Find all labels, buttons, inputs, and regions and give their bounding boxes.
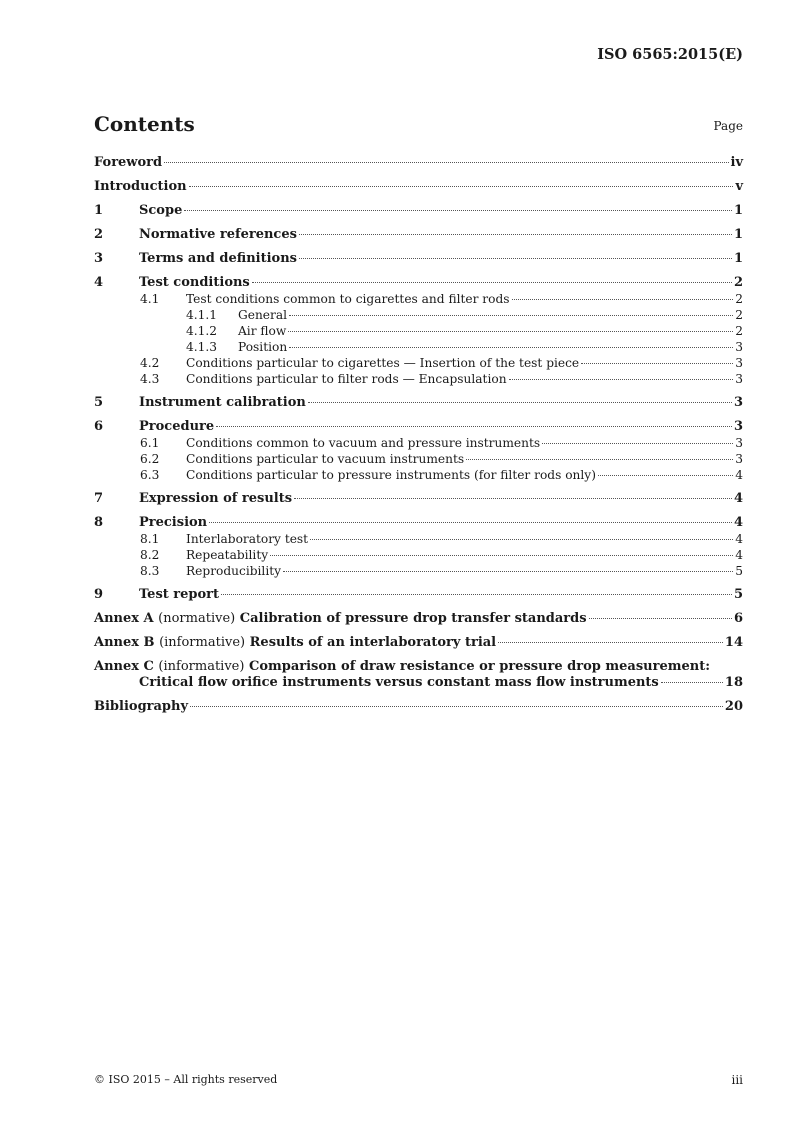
dot-leader bbox=[209, 522, 732, 523]
toc-entry-number: 6.3 bbox=[140, 468, 160, 482]
toc-entry-page: 14 bbox=[724, 635, 743, 650]
toc-entry-number: 4.2 bbox=[140, 356, 160, 370]
toc-entry-4-2[interactable] bbox=[94, 355, 743, 371]
dot-leader bbox=[542, 443, 733, 444]
toc-entry-number: 4 bbox=[94, 275, 104, 290]
toc-entry-page: 5 bbox=[733, 587, 743, 602]
toc-entry-page: 1 bbox=[733, 203, 743, 218]
toc-entry-title: Bibliography bbox=[94, 699, 189, 714]
toc-entry-page: 1 bbox=[733, 251, 743, 266]
toc-entry-number: 2 bbox=[94, 227, 104, 242]
contents-title: Contents bbox=[94, 112, 195, 136]
toc-entry-page: 2 bbox=[735, 292, 743, 306]
annex-type: (informative) bbox=[158, 659, 245, 674]
toc-entry-title: Precision bbox=[139, 515, 208, 530]
toc-entry-number: 1 bbox=[94, 203, 104, 218]
dot-leader bbox=[589, 618, 732, 619]
toc-entry-title: General bbox=[238, 308, 287, 322]
toc-entry-page: 5 bbox=[735, 564, 743, 578]
toc-entry-number: 8.1 bbox=[140, 532, 160, 546]
toc-entry-8-1[interactable] bbox=[94, 531, 743, 547]
toc-entry-page: 3 bbox=[735, 356, 743, 370]
toc-entry-page: 4 bbox=[733, 491, 743, 506]
toc-entry-6-1[interactable] bbox=[94, 435, 743, 451]
toc-entry-4[interactable] bbox=[94, 275, 743, 291]
dot-leader bbox=[299, 258, 732, 259]
dot-leader bbox=[512, 299, 734, 300]
toc-entry-4-1-3[interactable] bbox=[94, 339, 743, 355]
toc-entry-page: 1 bbox=[733, 227, 743, 242]
dot-leader bbox=[289, 315, 733, 316]
document-id: ISO 6565:2015(E) bbox=[597, 46, 743, 63]
toc-entry-page: 18 bbox=[724, 675, 743, 690]
dot-leader bbox=[283, 571, 733, 572]
annex-title-continued: Critical flow orifice instruments versus constant mass flow instruments bbox=[139, 675, 659, 690]
toc-entry-title: Reproducibility bbox=[186, 564, 282, 578]
dot-leader bbox=[509, 379, 734, 380]
toc-entry-2[interactable] bbox=[94, 227, 743, 243]
toc-entry-number: 3 bbox=[94, 251, 104, 266]
toc-entry-8-3[interactable] bbox=[94, 563, 743, 579]
toc-entry-page: 3 bbox=[735, 372, 743, 386]
toc-entry-number: 6 bbox=[94, 419, 104, 434]
toc-entry-title: Position bbox=[238, 340, 288, 354]
dot-leader bbox=[598, 475, 733, 476]
toc-entry-6-3[interactable] bbox=[94, 467, 743, 483]
toc-entry-4-1[interactable] bbox=[94, 291, 743, 307]
dot-leader bbox=[189, 186, 734, 187]
toc-entry-page: 4 bbox=[733, 515, 743, 530]
dot-leader bbox=[270, 555, 733, 556]
toc-entry-page: 3 bbox=[733, 395, 743, 410]
dot-leader bbox=[288, 331, 733, 332]
toc-entry-title: Terms and definitions bbox=[139, 251, 297, 266]
toc-entry-9[interactable] bbox=[94, 587, 743, 603]
dot-leader bbox=[289, 347, 733, 348]
dot-leader bbox=[184, 210, 732, 211]
toc-entry-number: 6.2 bbox=[140, 452, 160, 466]
toc-entry-title: Expression of results bbox=[139, 491, 293, 506]
toc-entry-page: 3 bbox=[735, 452, 743, 466]
footer-page-number: iii bbox=[731, 1073, 743, 1087]
toc-entry-title: Instrument calibration bbox=[139, 395, 306, 410]
toc-entry-bibliography[interactable] bbox=[94, 699, 743, 715]
toc-entry-page: 6 bbox=[733, 611, 743, 626]
toc-entry-foreword[interactable] bbox=[94, 155, 743, 171]
toc-entry-title: Repeatability bbox=[186, 548, 269, 562]
toc-entry-page: 4 bbox=[735, 468, 743, 482]
toc-entry-title bbox=[94, 659, 710, 675]
toc-entry-7[interactable] bbox=[94, 491, 743, 507]
toc-entry-page: 2 bbox=[735, 324, 743, 338]
dot-leader bbox=[581, 363, 733, 364]
toc-entry-number: 8.3 bbox=[140, 564, 160, 578]
toc-entry-title: Conditions particular to cigarettes — Insertion of the test piece bbox=[186, 356, 580, 370]
toc-entry-title: Conditions particular to filter rods — Encapsulation bbox=[186, 372, 507, 386]
toc-entry-6-2[interactable] bbox=[94, 451, 743, 467]
toc-entry-number: 5 bbox=[94, 395, 104, 410]
toc-entry-title: Air flow bbox=[238, 324, 287, 338]
dot-leader bbox=[308, 402, 732, 403]
annex-title: Comparison of draw resistance or pressure drop measurement: bbox=[248, 659, 711, 674]
toc-entry-page: 4 bbox=[735, 548, 743, 562]
toc-entry-title: Interlaboratory test bbox=[186, 532, 309, 546]
toc-entry-title: Conditions particular to vacuum instruments bbox=[186, 452, 465, 466]
toc-entry-title: Conditions particular to pressure instruments (for filter rods only) bbox=[186, 468, 596, 482]
toc-entry-number: 4.1.3 bbox=[186, 340, 218, 354]
toc-entry-number: 4.1.1 bbox=[186, 308, 218, 322]
annex-label: Annex A bbox=[94, 611, 154, 626]
toc-entry-4-1-2[interactable] bbox=[94, 323, 743, 339]
toc-entry-page: 4 bbox=[735, 532, 743, 546]
annex-label: Annex C bbox=[94, 659, 154, 674]
toc-entry-1[interactable] bbox=[94, 203, 743, 219]
toc-entry-number: 4.1 bbox=[140, 292, 160, 306]
toc-entry-number: 4.1.2 bbox=[186, 324, 218, 338]
toc-entry-annex-b[interactable] bbox=[94, 635, 743, 651]
toc-entry-number: 9 bbox=[94, 587, 104, 602]
toc-entry-title: Test report bbox=[139, 587, 220, 602]
toc-entry-number: 6.1 bbox=[140, 436, 160, 450]
annex-title: Results of an interlaboratory trial bbox=[249, 635, 497, 650]
dot-leader bbox=[299, 234, 732, 235]
toc-entry-6[interactable] bbox=[94, 419, 743, 435]
toc-entry-title: Procedure bbox=[139, 419, 215, 434]
annex-label: Annex B bbox=[94, 635, 155, 650]
toc-entry-3[interactable] bbox=[94, 251, 743, 267]
dot-leader bbox=[190, 706, 723, 707]
toc-entry-page: 3 bbox=[735, 340, 743, 354]
toc-entry-title bbox=[94, 635, 496, 651]
toc-entry-title: Normative references bbox=[139, 227, 297, 242]
dot-leader bbox=[216, 426, 732, 427]
toc-entry-number: 7 bbox=[94, 491, 104, 506]
toc-entry-title: Test conditions bbox=[139, 275, 250, 290]
dot-leader bbox=[498, 642, 723, 643]
toc-entry-4-1-1[interactable] bbox=[94, 307, 743, 323]
toc-entry-page: iv bbox=[730, 155, 743, 170]
toc-entry-page: 20 bbox=[724, 699, 743, 714]
toc-entry-introduction[interactable] bbox=[94, 179, 743, 195]
toc-entry-page: v bbox=[735, 179, 743, 194]
toc-entry-title: Introduction bbox=[94, 179, 187, 194]
toc-entry-4-3[interactable] bbox=[94, 371, 743, 387]
annex-title: Calibration of pressure drop transfer standards bbox=[239, 611, 587, 626]
dot-leader bbox=[252, 282, 732, 283]
toc-entry-number: 4.3 bbox=[140, 372, 160, 386]
toc-entry-annex-c-continued[interactable] bbox=[94, 675, 743, 691]
toc-entry-title bbox=[94, 611, 587, 627]
toc-entry-title: Conditions common to vacuum and pressure instruments bbox=[186, 436, 541, 450]
page-column-label: Page bbox=[713, 119, 743, 133]
toc-entry-title: Scope bbox=[139, 203, 183, 218]
table-of-contents bbox=[94, 152, 743, 715]
toc-entry-number: 8.2 bbox=[140, 548, 160, 562]
toc-entry-8-2[interactable] bbox=[94, 547, 743, 563]
toc-entry-5[interactable] bbox=[94, 395, 743, 411]
dot-leader bbox=[466, 459, 733, 460]
toc-entry-page: 3 bbox=[733, 419, 743, 434]
toc-entry-page: 2 bbox=[735, 308, 743, 322]
dot-leader bbox=[661, 682, 723, 683]
toc-entry-annex-c[interactable] bbox=[94, 659, 743, 675]
toc-entry-page: 3 bbox=[735, 436, 743, 450]
dot-leader bbox=[294, 498, 732, 499]
toc-entry-title: Test conditions common to cigarettes and filter rods bbox=[186, 292, 510, 306]
dot-leader bbox=[164, 162, 728, 163]
toc-entry-title: Foreword bbox=[94, 155, 163, 170]
dot-leader bbox=[221, 594, 732, 595]
footer-copyright: © ISO 2015 – All rights reserved bbox=[94, 1073, 278, 1086]
dot-leader bbox=[310, 539, 733, 540]
annex-type: (normative) bbox=[158, 611, 236, 626]
toc-entry-8[interactable] bbox=[94, 515, 743, 531]
toc-entry-page: 2 bbox=[733, 275, 743, 290]
annex-type: (informative) bbox=[159, 635, 246, 650]
toc-entry-number: 8 bbox=[94, 515, 104, 530]
toc-entry-annex-a[interactable] bbox=[94, 611, 743, 627]
